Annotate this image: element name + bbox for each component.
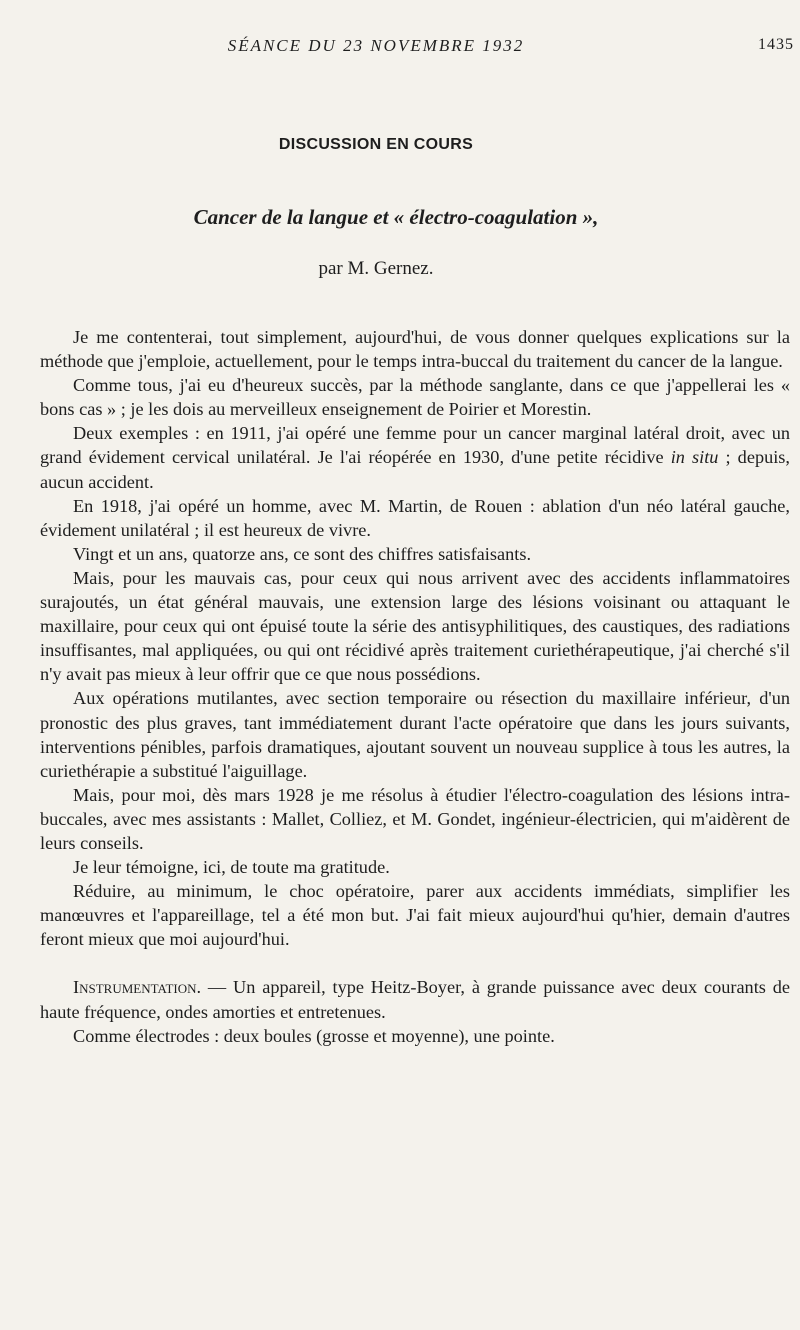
paragraph-text: Deux exemples : en 1911, j'ai opéré une femme pour un cancer marginal latéral droit, avec un grand évidement cervical unilatéral. Je l'ai réopérée en 1930, d'une petite récidive — [40, 423, 790, 468]
article-title: Cancer de la langue et « électro-coagulation », — [193, 205, 599, 229]
paragraph — [40, 975, 790, 1023]
paragraph-text: — Un appareil, type Heitz-Boyer, à grande puissance avec deux courants de haute fréquence, ondes amorties et entretenues. — [40, 977, 790, 1022]
running-head — [0, 36, 800, 60]
paragraph: Je leur témoigne, ici, de toute ma gratitude. — [73, 857, 390, 878]
paragraph: Mais, pour les mauvais cas, pour ceux qui nous arrivent avec des accidents inflammatoires surajoutés, un état général mauvais, une extension large des lésions voisinant ou attaquant le maxillaire, pour ceux qui ont épuisé toute la série des antisyphilitiques, des caustiques, des radiations insuffisantes, mal appliquées, ou qui ont récidivé après traitement curiethérapeutique, j'ai cherché s'il n'y avait pas mieux à leur offrir que ce que nous possédions. — [40, 567, 790, 685]
paragraph: Comme tous, j'ai eu d'heureux succès, par la méthode sanglante, dans ce que j'appellerai les « bons cas » ; je les dois au merveilleux enseignement de Poirier et Morestin. — [40, 375, 790, 420]
article-body — [40, 325, 790, 1048]
paragraph: Réduire, au minimum, le choc opératoire, parer aux accidents immédiats, simplifier les manœuvres et l'appareillage, tel a été mon but. J'ai fait mieux aujourd'hui qu'hier, demain d'autres feront mieux que moi aujourd'hui. — [40, 881, 790, 950]
paragraph: Je me contenterai, tout simplement, aujourd'hui, de vous donner quelques explications sur la méthode que j'emploie, actuellement, pour le temps intra-buccal du traitement du cancer de la langue. — [40, 327, 790, 372]
latin-term: in situ — [670, 447, 719, 468]
paragraph: En 1918, j'ai opéré un homme, avec M. Martin, de Rouen : ablation d'un néo latéral gauche, évidement unilatéral ; il est heureux de vivre. — [40, 495, 790, 540]
section-label: Instrumentation. — [73, 977, 202, 998]
paragraph — [40, 421, 790, 493]
paragraph: Mais, pour moi, dès mars 1928 je me résolus à étudier l'électro-coagulation des lésions intra-buccales, avec mes assistants : Mallet, Colliez, et M. Gondet, ingénieur-électricien, qui m'aidèrent de leurs conseils. — [40, 784, 790, 853]
section-heading: DISCUSSION EN COURS — [278, 136, 474, 153]
article-author: par M. Gernez. — [318, 258, 434, 279]
page-number: 1435 — [758, 36, 794, 53]
paragraph: Aux opérations mutilantes, avec section temporaire ou résection du maxillaire inférieur, d'un pronostic des plus graves, tant immédiatement durant l'acte opératoire que dans les jours suivants, interventions pénibles, parfois dramatiques, ajoutant souvent un nouveau supplice à tous les autres, la curiethérapie a substitué l'aiguillage. — [40, 688, 790, 781]
paragraph: Vingt et un ans, quatorze ans, ce sont des chiffres satisfaisants. — [73, 543, 532, 564]
paragraph: Comme électrodes : deux boules (grosse et moyenne), une pointe. — [73, 1025, 555, 1046]
running-title: SÉANCE DU 23 NOVEMBRE 1932 — [227, 36, 525, 55]
paragraph-text: ; depuis, aucun accident. — [40, 447, 790, 492]
